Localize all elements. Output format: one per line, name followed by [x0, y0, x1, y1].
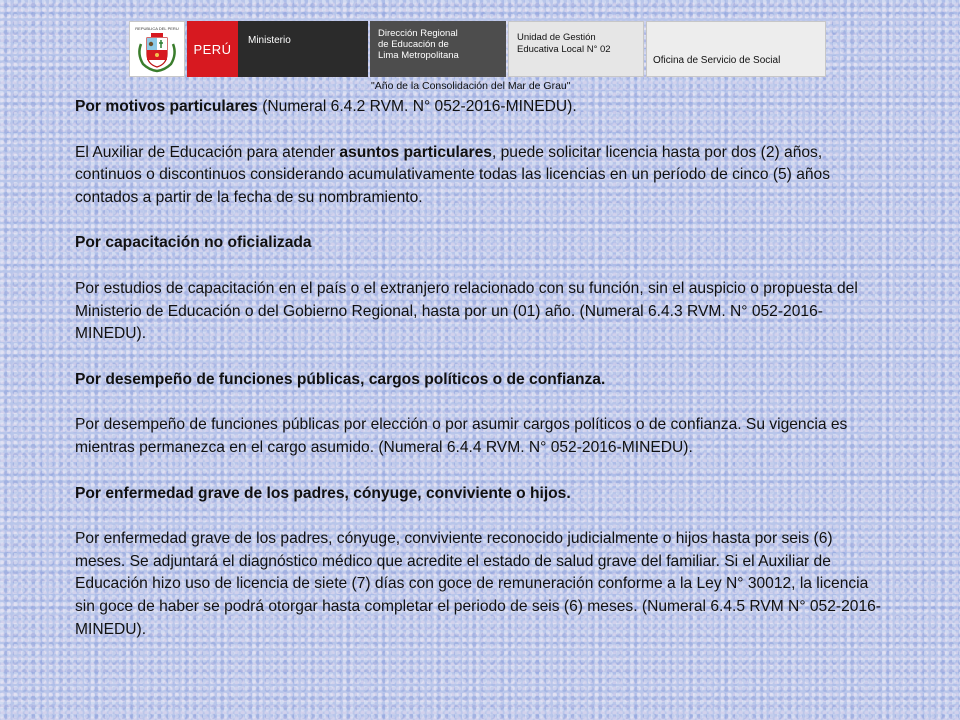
document-body	[75, 96, 887, 664]
section-title: Por capacitación no oficializada	[75, 234, 312, 252]
institutional-header	[129, 21, 831, 77]
section-particulares-heading	[75, 96, 887, 119]
dre-line-3: Lima Metropolitana	[378, 50, 459, 61]
ministerio-label: Ministerio	[238, 21, 368, 77]
body-emphasis: asuntos particulares	[339, 143, 492, 161]
section-enfermedad-body: Por enfermedad grave de los padres, cónyuge, conviviente reconocido judicialmente o hijos hasta por seis (6) meses. Se adjuntará el diagnóstico médico que acredite el estado de salud grave del familiar. Si el Auxiliar de Educación hizo uso de licencia de siete (7) días con goce de remuneración conforme a la Ley N° 30012, la licencia sin goce de haber se podrá otorgar hasta completar el periodo de seis (6) meses. (Numeral 6.4.5 RVM N° 052-2016-MINEDU).	[75, 530, 881, 638]
section-funciones-body: Por desempeño de funciones públicas por elección o por asumir cargos políticos o de confianza. Su vigencia es mientras permanezca en el cargo asumido. (Numeral 6.4.4 RVM. N° 052-2016-MINEDU).	[75, 416, 848, 456]
peru-coat-of-arms-logo	[129, 21, 185, 77]
body-text: El Auxiliar de Educación para atender	[75, 143, 340, 161]
section-enfermedad-heading	[75, 483, 887, 506]
section-title: Por desempeño de funciones públicas, cargos políticos o de confianza.	[75, 370, 606, 388]
section-reference: (Numeral 6.4.2 RVM. N° 052-2016-MINEDU).	[257, 98, 577, 115]
section-particulares-body	[75, 142, 887, 210]
section-capacitacion-body: Por estudios de capacitación en el país o el extranjero relacionado con su función, sin el auspicio o propuesta del Ministerio de Educación o del Gobierno Regional, hasta por un (01) año. (Numeral 6.4.3 RVM. N° 052-2016-MINEDU).	[75, 279, 858, 343]
svg-text:REPUBLICA DEL PERU: REPUBLICA DEL PERU	[135, 26, 179, 31]
year-motto: "Año de la Consolidación del Mar de Grau"	[371, 80, 571, 92]
oficina-label: Oficina de Servicio de Social	[646, 21, 826, 77]
dre-label	[370, 21, 506, 77]
section-capacitacion-heading	[75, 232, 887, 255]
dre-line-2: de Educación de	[378, 39, 449, 50]
section-title: Por enfermedad grave de los padres, cónyuge, conviviente o hijos.	[75, 484, 571, 502]
peru-label: PERÚ	[187, 21, 238, 77]
section-title: Por motivos particulares	[75, 98, 258, 115]
section-funciones-heading	[75, 369, 887, 392]
ugel-line-1: Unidad de Gestión	[517, 32, 596, 43]
ugel-label	[508, 21, 644, 77]
body-text: , puede solicitar licencia hasta por dos (2) años, continuos o discontinuos considerando acumulativamente todas las licencias en un período de cinco (5) años contados a partir de la fecha de su nombramiento.	[75, 143, 831, 206]
coat-of-arms-icon	[133, 24, 181, 74]
ugel-line-2: Educativa Local N° 02	[517, 44, 611, 55]
dre-line-1: Dirección Regional	[378, 28, 458, 39]
